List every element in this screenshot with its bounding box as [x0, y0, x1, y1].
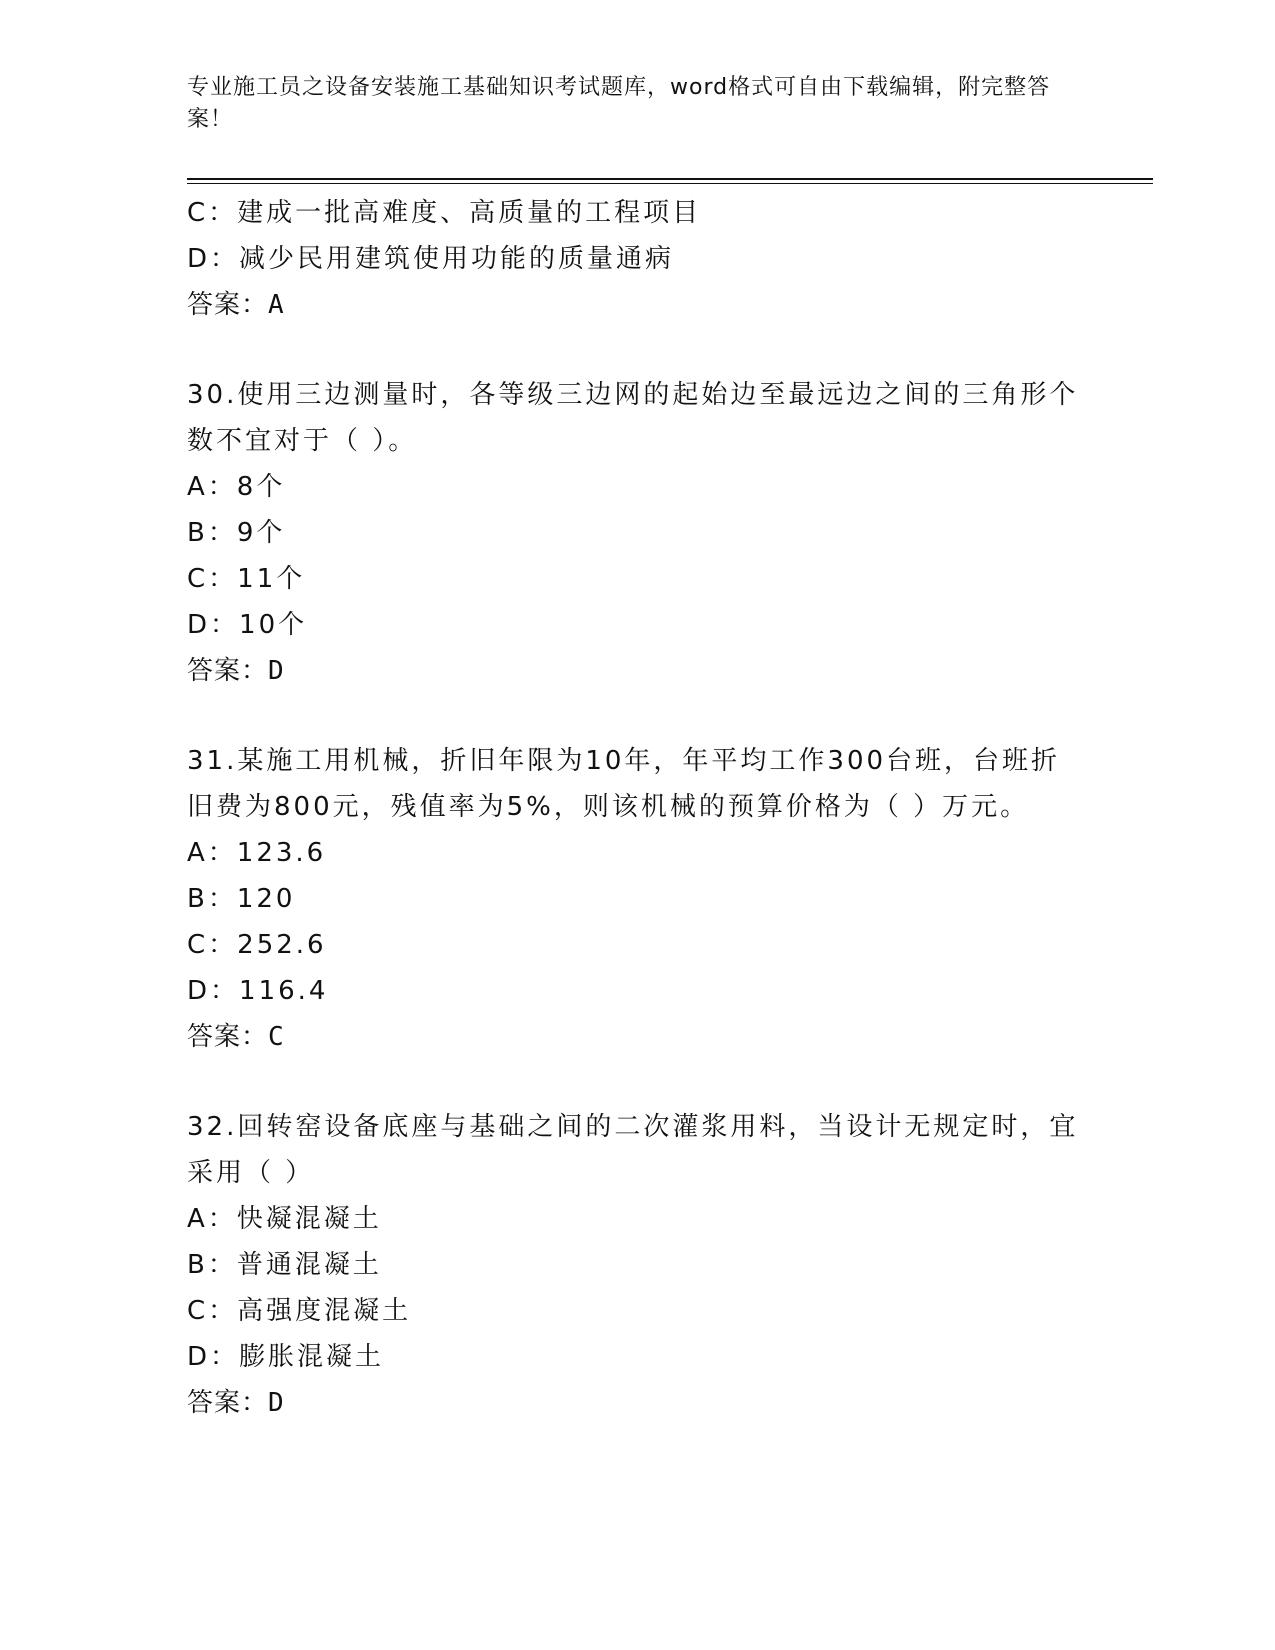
- option-c: C：252.6: [187, 930, 327, 960]
- question-32: [187, 1104, 1087, 1426]
- document-header: 专业施工员之设备安装施工基础知识考试题库，word格式可自由下载编辑，附完整答案！: [187, 75, 1051, 132]
- question-stem-continued: 数不宜对于（ ）。: [187, 426, 418, 456]
- question-stem-continued: 采用（ ）: [187, 1158, 315, 1188]
- question-stem-continued: 旧费为800元，残值率为5%，则该机械的预算价格为（ ）万元。: [187, 792, 1030, 822]
- header-divider-thick: [187, 178, 1153, 180]
- answer-line: 答案：D: [187, 1388, 285, 1418]
- carryover-block: [187, 190, 1087, 328]
- option-a: A：8个: [187, 472, 286, 502]
- spacer: [187, 328, 1087, 372]
- option-b: B：120: [187, 884, 296, 914]
- option-d: D：减少民用建筑使用功能的质量通病: [187, 244, 675, 274]
- option-a: A：123.6: [187, 838, 327, 868]
- option-c: C：11个: [187, 564, 306, 594]
- question-stem: 31.某施工用机械，折旧年限为10年，年平均工作300台班，台班折: [187, 746, 1061, 776]
- question-31: [187, 738, 1087, 1060]
- answer-line: 答案：D: [187, 656, 285, 686]
- option-a: A：快凝混凝土: [187, 1204, 382, 1234]
- option-c: C：建成一批高难度、高质量的工程项目: [187, 198, 702, 228]
- question-stem: 32.回转窑设备底座与基础之间的二次灌浆用料，当设计无规定时，宜: [187, 1112, 1079, 1142]
- option-b: B：普通混凝土: [187, 1250, 382, 1280]
- option-c: C：高强度混凝土: [187, 1296, 412, 1326]
- option-d: D：10个: [187, 610, 308, 640]
- spacer: [187, 1060, 1087, 1104]
- question-content: [187, 190, 1087, 1426]
- option-d: D：膨胀混凝土: [187, 1342, 385, 1372]
- option-b: B：9个: [187, 518, 286, 548]
- answer-line: 答案：A: [187, 290, 285, 320]
- answer-line: 答案：C: [187, 1022, 285, 1052]
- option-d: D：116.4: [187, 976, 329, 1006]
- question-30: [187, 372, 1087, 694]
- header-divider-thin: [187, 183, 1153, 184]
- spacer: [187, 694, 1087, 738]
- question-stem: 30.使用三边测量时，各等级三边网的起始边至最远边之间的三角形个: [187, 380, 1079, 410]
